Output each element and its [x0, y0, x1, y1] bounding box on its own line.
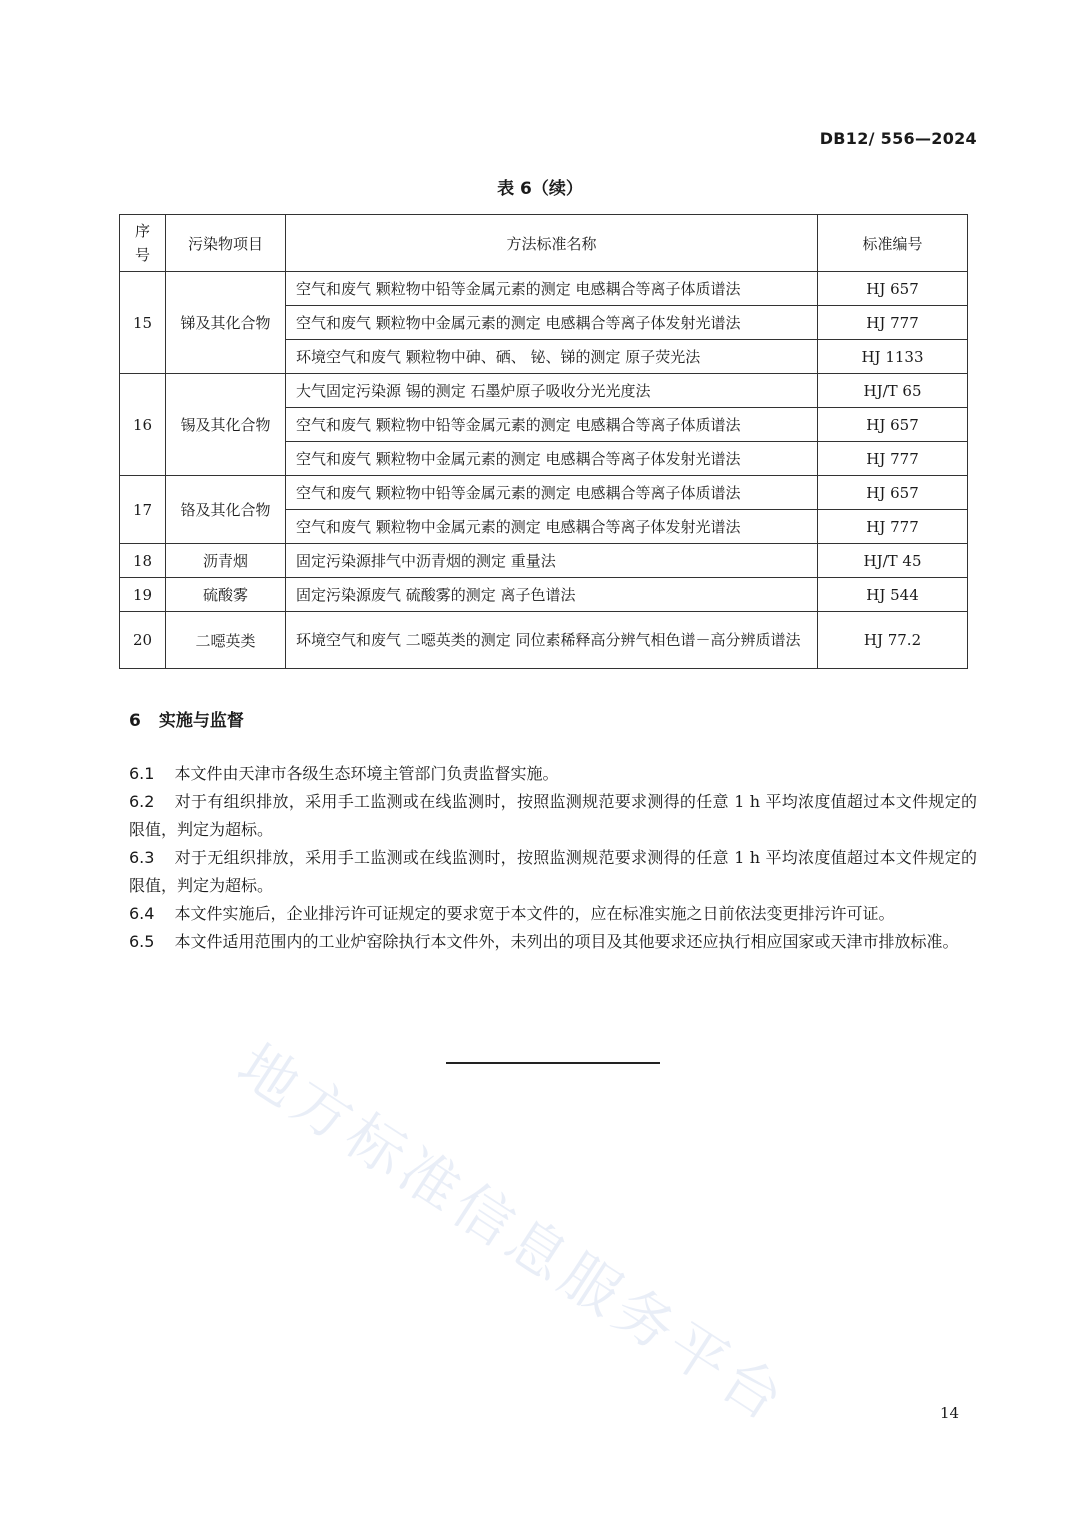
- seq-cell: 19: [120, 578, 166, 612]
- paragraph-text: 对于无组织排放，采用手工监测或在线监测时，按照监测规范要求测得的任意 1 h 平均浓度值超过本文件规定的限值，判定为超标。: [129, 848, 977, 895]
- method-cell: 空气和废气 颗粒物中金属元素的测定 电感耦合等离子体发射光谱法: [286, 510, 818, 544]
- code-cell: HJ 657: [818, 476, 968, 510]
- code-cell: HJ/T 45: [818, 544, 968, 578]
- paragraph-text: 本文件适用范围内的工业炉窑除执行本文件外，未列出的项目及其他要求还应执行相应国家或天津市排放标准。: [174, 932, 959, 951]
- paragraph: [129, 844, 977, 900]
- paragraph-number: 6.3: [129, 848, 155, 867]
- seq-cell: 20: [120, 612, 166, 669]
- watermark: 地方标准信息服务平台: [225, 1030, 800, 1437]
- header-seq: [120, 215, 166, 272]
- page-number: 14: [940, 1404, 960, 1422]
- header-method: 方法标准名称: [286, 215, 818, 272]
- code-cell: HJ 777: [818, 510, 968, 544]
- table-header-row: [120, 215, 968, 272]
- document-code: DB12/ 556—2024: [819, 129, 977, 148]
- code-cell: HJ 544: [818, 578, 968, 612]
- code-cell: HJ 777: [818, 306, 968, 340]
- pollutant-cell: 二噁英类: [166, 612, 286, 669]
- code-cell: HJ/T 65: [818, 374, 968, 408]
- method-cell: 环境空气和废气 二噁英类的测定 同位素稀释高分辨气相色谱－高分辨质谱法: [286, 612, 818, 669]
- code-cell: HJ 1133: [818, 340, 968, 374]
- section-heading: [129, 706, 244, 731]
- header-code: 标准编号: [818, 215, 968, 272]
- method-cell: 环境空气和废气 颗粒物中砷、硒、 铋、锑的测定 原子荧光法: [286, 340, 818, 374]
- end-divider: [446, 1062, 660, 1064]
- header-seq-line2: 号: [134, 246, 150, 264]
- paragraph-text: 本文件由天津市各级生态环境主管部门负责监督实施。: [174, 764, 559, 783]
- table-row: [120, 612, 968, 669]
- seq-cell: 18: [120, 544, 166, 578]
- header-seq-line1: 序: [134, 222, 150, 240]
- seq-cell: 15: [120, 272, 166, 374]
- standards-table: [119, 214, 968, 669]
- method-cell: 固定污染源排气中沥青烟的测定 重量法: [286, 544, 818, 578]
- table-row: [120, 578, 968, 612]
- method-cell: 空气和废气 颗粒物中铅等金属元素的测定 电感耦合等离子体质谱法: [286, 272, 818, 306]
- section-body: [129, 760, 977, 956]
- header-pollutant: 污染物项目: [166, 215, 286, 272]
- paragraph-text: 本文件实施后，企业排污许可证规定的要求宽于本文件的，应在标准实施之日前依法变更排污许可证。: [174, 904, 895, 923]
- code-cell: HJ 777: [818, 442, 968, 476]
- table-row: [120, 476, 968, 510]
- pollutant-cell: 锑及其化合物: [166, 272, 286, 374]
- method-cell: 空气和废气 颗粒物中铅等金属元素的测定 电感耦合等离子体质谱法: [286, 476, 818, 510]
- pollutant-cell: 铬及其化合物: [166, 476, 286, 544]
- paragraph: [129, 788, 977, 844]
- paragraph-number: 6.4: [129, 904, 155, 923]
- pollutant-cell: 硫酸雾: [166, 578, 286, 612]
- paragraph-number: 6.2: [129, 792, 155, 811]
- paragraph: [129, 760, 977, 788]
- paragraph-number: 6.5: [129, 932, 155, 951]
- table-caption: 表 6（续）: [497, 179, 583, 199]
- method-cell: 大气固定污染源 锡的测定 石墨炉原子吸收分光光度法: [286, 374, 818, 408]
- table-row: [120, 544, 968, 578]
- method-cell: 空气和废气 颗粒物中金属元素的测定 电感耦合等离子体发射光谱法: [286, 442, 818, 476]
- code-cell: HJ 77.2: [818, 612, 968, 669]
- section-title: 实施与监督: [158, 711, 244, 731]
- pollutant-cell: 锡及其化合物: [166, 374, 286, 476]
- pollutant-cell: 沥青烟: [166, 544, 286, 578]
- method-cell: 固定污染源废气 硫酸雾的测定 离子色谱法: [286, 578, 818, 612]
- method-cell: 空气和废气 颗粒物中金属元素的测定 电感耦合等离子体发射光谱法: [286, 306, 818, 340]
- paragraph: [129, 900, 977, 928]
- seq-cell: 17: [120, 476, 166, 544]
- paragraph: [129, 928, 977, 956]
- table-row: [120, 272, 968, 306]
- method-cell: 空气和废气 颗粒物中铅等金属元素的测定 电感耦合等离子体质谱法: [286, 408, 818, 442]
- section-number: 6: [129, 711, 141, 731]
- paragraph-number: 6.1: [129, 764, 155, 783]
- code-cell: HJ 657: [818, 408, 968, 442]
- seq-cell: 16: [120, 374, 166, 476]
- table-row: [120, 374, 968, 408]
- code-cell: HJ 657: [818, 272, 968, 306]
- paragraph-text: 对于有组织排放，采用手工监测或在线监测时，按照监测规范要求测得的任意 1 h 平均浓度值超过本文件规定的限值，判定为超标。: [129, 792, 977, 839]
